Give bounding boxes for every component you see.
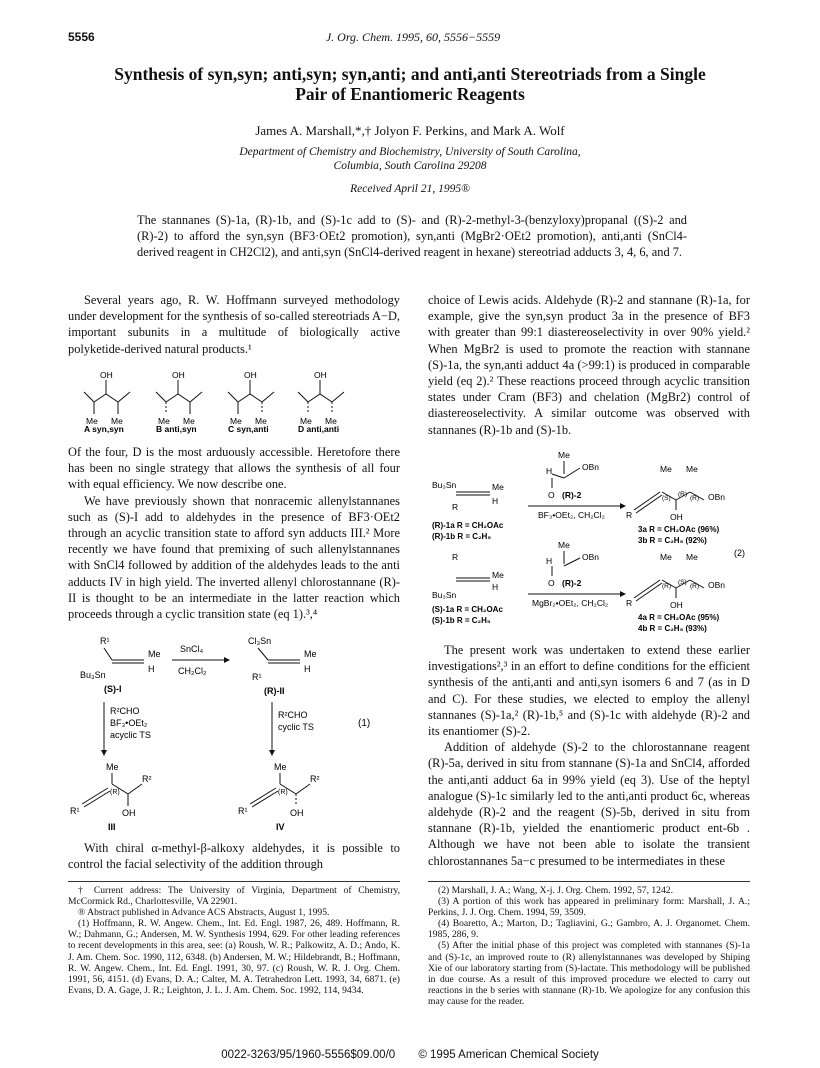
alkyne-bond xyxy=(252,791,278,807)
footnote-rule xyxy=(68,881,400,882)
r2-label: R² xyxy=(142,774,152,784)
h-label: H xyxy=(148,664,155,674)
bond xyxy=(128,784,142,794)
obn-label: OBn xyxy=(582,462,600,472)
abstract: The stannanes (S)-1a, (R)-1b, and (S)-1c add to (S)- and (R)-2-methyl-3-(benzyloxy)propanal ((S)-2 and (R)-2) to afford the syn,syn (BF3·OEt2 promotion), syn,anti (MgBr2·OEt2 promotion), anti,anti (SnCl4-derived reagent in CH2Cl2), and anti,syn (SnCl4-derived reagent in hexane) stereotriad adducts 3, 4, 6, and 7. xyxy=(137,213,687,260)
oh-label: OH xyxy=(100,370,113,380)
bond xyxy=(104,648,112,660)
footnote: (5) After the initial phase of this project was completed with stannanes (S)-1a and (S)-1c, an improved route to (R) allenylstannanes was developed by Shiping Xie of our laboratory starting from (S)-lactate. This methodology will be published in due course. As a result of this improved procedure we elected to carry out reactions in the b series with stannane (R)-1b. We apologize for any confusion this may cause for the reader. xyxy=(428,940,750,1007)
reactant-label: (R)-1a R = CH₂OAc xyxy=(432,521,504,530)
reactant-label: (S)-1a R = CH₂OAc xyxy=(432,605,503,614)
oh-label: OH xyxy=(122,808,136,818)
affiliation-line-2: Columbia, South Carolina 29208 xyxy=(333,160,487,172)
article-code: 0022-3263/95/1960-5556$09.00/0 xyxy=(221,1049,396,1061)
me-label: Me xyxy=(558,540,570,550)
received-date: Received April 21, 1995® xyxy=(350,183,470,195)
paragraph: Several years ago, R. W. Hoffmann surveyed methodology under development for the synthesis of so-called stereotriads A−D, important subunits in a multitude of biologically active polyketide-derived natural products.¹ xyxy=(68,293,400,356)
cl3sn-label: Cl₃Sn xyxy=(248,636,272,646)
left-column-middle xyxy=(68,444,400,622)
product-label: 4a R = CH₂OAc (95%) xyxy=(638,613,720,622)
r-label: R xyxy=(626,598,633,608)
me-label: Me xyxy=(86,416,98,426)
left-column-top xyxy=(68,292,400,357)
me-label: Me xyxy=(325,416,337,426)
footnote: (1) Hoffmann, R. W. Angew. Chem., Int. Ed. Engl. 1987, 26, 489. Hoffmann, R. W.; Dahmann, G.; Andersen, M. W. Synthesis 1994, 629. For other leading references to recent developments in this area, see: (a) Roush, W. R.; Palkowitz, A. D.; Ando, K. J. Am. Chem. Soc. 1990, 112, 6348. (b) Andersen, M. W.; Hildebrandt, B.; Hoffmann, R. W. Angew. Chem., Int. Ed. Engl. 1991, 30, 97. (c) Roush, W. R. J. Org. Chem. 1991, 56, 4151. (d) Evans, D. A.; Calter, M. A. Tetrahedron Lett. 1993, 34, 6871. (e) Evans, D. A. Gage, J. R.; Leighton, J. L. J. Am. Chem. Soc. 1992, 114, 9434. xyxy=(68,918,400,996)
stereo-tag: (R) xyxy=(110,789,120,796)
alkyne-bond xyxy=(82,788,108,804)
compound-iii: III xyxy=(108,822,116,832)
arrow-head xyxy=(620,591,626,597)
product-label: 3a R = CH₂OAc (96%) xyxy=(638,525,720,534)
stereo-tag: (R) xyxy=(690,495,700,502)
condition: MgBr₂•OEt₂, CH₂Cl₂ xyxy=(532,598,609,608)
alkyne-bond xyxy=(250,788,276,804)
r-label: R xyxy=(452,502,459,512)
me-label: Me xyxy=(686,552,698,562)
me-label: Me xyxy=(230,416,242,426)
page-number: 5556 xyxy=(68,30,95,44)
r1-label: R¹ xyxy=(252,672,262,682)
bond xyxy=(258,648,268,660)
footnote: ® Abstract published in Advance ACS Abstracts, August 1, 1995. xyxy=(78,907,330,919)
paragraph: Addition of aldehyde (S)-2 to the chlorostannane reagent (R)-5a, derived in situ from stannane (S)-1a and SnCl4, afforded the anti,anti adduct 6a in 99% yield (eq 3). Use of the heptyl analogue (S)-1c similarly led to the anti,anti product 6c, whereas aldehyde (R)-2 and the reagent (S)-5b, derived in situ from stannane (R)-1b, yielded the enantiomeric product ent-6b . Although we have not been able to isolate the transient chlorostannanes 5a−c presumed to be intermediates in these xyxy=(428,740,750,868)
condition: BF₃•OEt₂ xyxy=(110,718,148,728)
arrow-head xyxy=(620,503,626,509)
footnote: (3) A portion of this work has appeared in preliminary form: Marshall, J. A.; Perkins, J. J. Org. Chem. 1994, 59, 3509. xyxy=(428,896,750,919)
reagent-sncl4: SnCl₄ xyxy=(180,644,204,654)
oh-label: OH xyxy=(244,370,257,380)
condition: acyclic TS xyxy=(110,730,151,740)
r1-label: R¹ xyxy=(238,806,248,816)
footnote-rule xyxy=(428,881,750,882)
footnotes-right xyxy=(428,885,750,1007)
alkyne-bond xyxy=(634,580,660,598)
me-label: Me xyxy=(148,649,161,659)
r-label: R xyxy=(452,552,459,562)
footnote: (4) Boaretto, A.; Marton, D.; Tagliavini, G.; Gambro, A. J. Organomet. Chem. 1985, 286, 9. xyxy=(428,918,750,941)
equation-2 xyxy=(428,448,758,638)
h-label: H xyxy=(492,582,499,592)
obn-label: OBn xyxy=(708,492,726,502)
me-label: Me xyxy=(274,762,287,772)
carbon-chain xyxy=(228,392,274,402)
footnote: (2) Marshall, J. A.; Wang, X-j. J. Org. Chem. 1992, 57, 1242. xyxy=(438,885,673,896)
r1-label: R¹ xyxy=(100,636,110,646)
running-header xyxy=(68,30,758,46)
me-label: Me xyxy=(106,762,119,772)
footnote: † Current address: The University of Virginia, Department of Chemistry, McCormick Rd., Charlottesville, VA 22901. xyxy=(68,885,400,908)
bond xyxy=(564,558,580,566)
bu3sn-label: Bu₃Sn xyxy=(432,480,457,490)
reactant-label: (R)-1b R = C₂H₅ xyxy=(432,532,491,541)
equation-number: (2) xyxy=(734,548,745,558)
bond xyxy=(564,468,580,478)
stereo-tag: (R) xyxy=(678,491,688,498)
bu3sn-label: Bu₃Sn xyxy=(432,590,457,600)
right-column-bottom xyxy=(428,642,750,869)
stereo-tag: (S) xyxy=(678,579,687,586)
carbon-chain xyxy=(84,392,130,402)
stereotriad-label-c: C syn,anti xyxy=(228,424,269,434)
alkyne-bond xyxy=(636,495,662,513)
footnotes-left xyxy=(68,885,400,996)
journal-citation: J. Org. Chem. 1995, 60, 5556−5559 xyxy=(325,30,501,44)
o-label: O xyxy=(548,578,555,588)
paragraph: With chiral α-methyl-β-alkoxy aldehydes, it is possible to control the facial selectivity of the addition through xyxy=(68,841,400,872)
paragraph: Of the four, D is the most arduously accessible. Heretofore there has been no single strategy that allows the synthesis of all four with equal efficiency. We now describe one. xyxy=(68,445,400,492)
stereotriad-label-a: A syn,syn xyxy=(84,424,124,434)
r2-label: R² xyxy=(310,774,320,784)
oh-label: OH xyxy=(670,600,683,610)
me-label: Me xyxy=(183,416,195,426)
condition: BF₃•OEt₂, CH₂Cl₂ xyxy=(538,510,605,520)
paragraph: choice of Lewis acids. Aldehyde (R)-2 and stannane (R)-1a, for example, give the syn,syn product 3a in the presence of BF3 with greater than 99:1 diastereoselectivity in over 90% yield.² When MgBr2 is used to promote the reaction with stannane (S)-1a, the syn,anti adduct 4a (>99:1) is produced in comparable yield (eq 2).² These reactions proceed through acyclic transition states under Cram (BF3) and chelation (MgBr2) control of diastereoselectivity. A similar outcome was observed with stannanes (R)-1b and (S)-1b. xyxy=(428,293,750,437)
stereo-tag: (S) xyxy=(662,495,671,502)
obn-label: OBn xyxy=(708,580,726,590)
stereotriads-figure xyxy=(80,366,370,436)
r-label: R xyxy=(626,510,633,520)
equation-number: (1) xyxy=(358,718,371,729)
reagent-ch2cl2: CH₂Cl₂ xyxy=(178,666,207,676)
stereo-tag: (R) xyxy=(662,583,672,590)
oh-label: OH xyxy=(290,808,304,818)
condition: R²CHO xyxy=(110,706,140,716)
article-title: Synthesis of syn,syn; anti,syn; syn,anti; and anti,anti Stereotriads from a Single Pair of Enantiomeric Reagents xyxy=(114,64,706,104)
me-label: Me xyxy=(558,450,570,460)
oh-label: OH xyxy=(314,370,327,380)
product-label: 4b R = C₂H₅ (93%) xyxy=(638,624,707,633)
me-label: Me xyxy=(300,416,312,426)
me-label: Me xyxy=(492,482,504,492)
condition: R²CHO xyxy=(278,710,308,720)
aldehyde-label: (R)-2 xyxy=(562,578,582,588)
arrow-head xyxy=(224,657,230,663)
page-footer xyxy=(190,1049,630,1061)
condition: cyclic TS xyxy=(278,722,314,732)
paragraph: The present work was undertaken to extend these earlier investigations²,³ in an effort to define conditions for the efficient synthesis of the anti,anti and anti,syn isomers 6 and 7 (as in D and C). For these studies, we elected to employ the allenyl stannanes (S)-1a,² (R)-1b,⁵ and (S)-1c with aldehyde (R)-2 and its enantiomer (S)-2. xyxy=(428,643,750,739)
right-column-top xyxy=(428,292,750,438)
h-label: H xyxy=(304,664,311,674)
stereotriad-label-b: B anti,syn xyxy=(156,424,197,434)
r1-label: R¹ xyxy=(70,806,80,816)
product-label: 3b R = C₂H₅ (92%) xyxy=(638,536,707,545)
o-label: O xyxy=(548,490,555,500)
authors: James A. Marshall,*,† Jolyon F. Perkins, and Mark A. Wolf xyxy=(255,123,565,138)
me-label: Me xyxy=(686,464,698,474)
stereo-tag: (R) xyxy=(690,583,700,590)
compound-r-ii: (R)-II xyxy=(264,686,285,696)
bu3sn-label: Bu₃Sn xyxy=(80,670,106,680)
arrow-head xyxy=(101,750,107,756)
stereo-tag: (R) xyxy=(278,789,288,796)
affiliation xyxy=(100,145,720,173)
me-label: Me xyxy=(492,570,504,580)
alkyne-bond xyxy=(634,492,660,510)
oh-label: OH xyxy=(172,370,185,380)
copyright: © 1995 American Chemical Society xyxy=(418,1049,599,1061)
arrow-head xyxy=(269,750,275,756)
h-label: H xyxy=(492,496,499,506)
me-label: Me xyxy=(660,464,672,474)
carbon-chain xyxy=(156,392,202,402)
paragraph: We have previously shown that nonracemic allenylstannanes such as (S)-I add to aldehydes in the presence of BF3·OEt2 through an acyclic transition state to afford syn adducts III.² More recently we have found that premixing of such allenylstannanes with SnCl4 followed by addition of the aldehydes leads to the anti adducts IV in high yield. The inverted allenyl chlorostannane (R)-II is thought to be an intermediate in the latter reaction which proceeds through a cyclic transition state (eq 1).³,⁴ xyxy=(68,493,400,622)
equation-1 xyxy=(68,632,400,832)
carbon-chain xyxy=(298,392,344,402)
alkyne-bond xyxy=(84,791,110,807)
reactant-label: (S)-1b R = C₂H₅ xyxy=(432,616,491,625)
me-label: Me xyxy=(660,552,672,562)
h-label: H xyxy=(546,556,553,566)
bond xyxy=(296,784,310,794)
me-label: Me xyxy=(111,416,123,426)
compound-iv: IV xyxy=(276,822,285,832)
bond xyxy=(552,474,564,478)
affiliation-line-1: Department of Chemistry and Biochemistry, University of South Carolina, xyxy=(239,146,581,158)
compound-s-i: (S)-I xyxy=(104,684,122,694)
me-label: Me xyxy=(158,416,170,426)
alkyne-bond xyxy=(636,583,662,601)
h-label: H xyxy=(546,466,553,476)
me-label: Me xyxy=(304,649,317,659)
obn-label: OBn xyxy=(582,552,600,562)
left-column-bottom xyxy=(68,840,400,872)
oh-label: OH xyxy=(670,512,683,522)
me-label: Me xyxy=(255,416,267,426)
aldehyde-label: (R)-2 xyxy=(562,490,582,500)
stereotriad-label-d: D anti,anti xyxy=(298,424,340,434)
stereotriad-structures xyxy=(84,370,344,426)
